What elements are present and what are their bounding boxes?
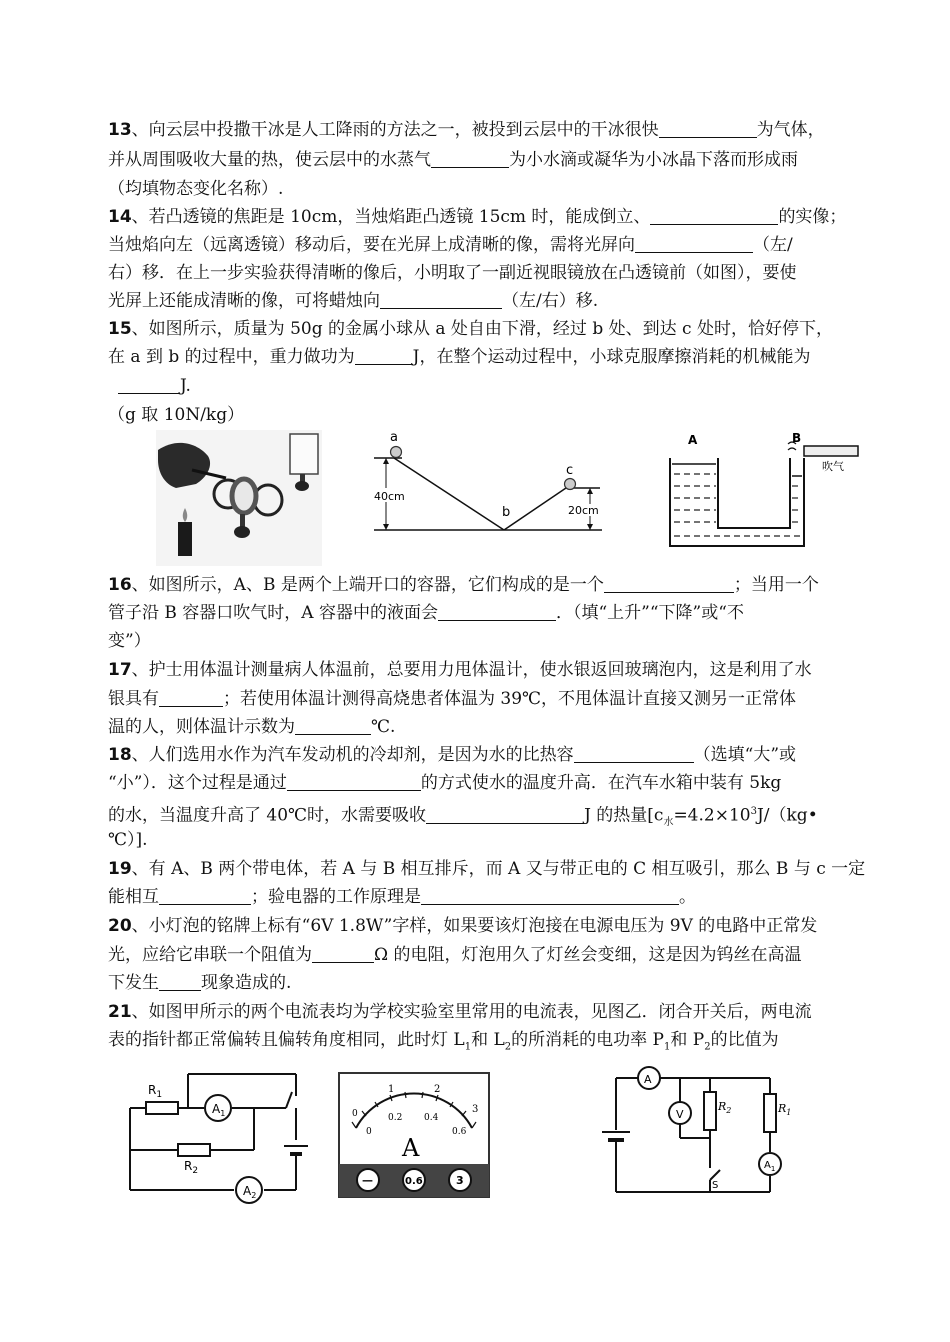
q20-blank-1[interactable] [312,944,374,963]
q16-line-3: 变”） [108,631,151,651]
svg-text:—: — [362,1174,373,1187]
svg-text:0.6: 0.6 [452,1127,467,1137]
svg-text:R2: $R_2$ [184,1159,199,1176]
q20-number: 20 [108,916,132,936]
ball-c [565,479,576,490]
q20-line-3: 下发生 现象造成的. [108,973,292,993]
q15-line-4: （g 取 10N/kg） [108,405,245,425]
svg-text:A1: $A_1$ [764,1160,776,1173]
q18-blank-1[interactable] [574,744,694,763]
svg-text:0.6: 0.6 [405,1176,423,1187]
ball-a [391,447,402,458]
svg-text:0.2: 0.2 [388,1113,403,1123]
q16-line-2: 管子沿 B 容器口吹气时，A 容器中的液面会 ．（填“上升”“下降”或“不 [108,603,744,623]
q18-line-3: 的水，当温度升高了 40℃时，水需要吸收 J 的热量[$c_水=4.2\times 10^3J/(kg•$ [108,805,818,829]
resistor-r1 [764,1094,776,1132]
q19-blank-1[interactable] [159,886,251,905]
q19-blank-2[interactable] [421,886,679,905]
svg-text:A1: $A_1$ [212,1102,226,1118]
slope-left [394,458,504,530]
resistor-r2 [704,1092,716,1130]
svg-text:R1: $R_1$ [148,1083,163,1100]
q14-blank-3[interactable] [380,290,502,309]
slope-right [504,488,566,530]
q15-number: 15 [108,319,132,339]
q20-line-2: 光，应给它串联一个阻值为 Ω 的电阻，灯泡用久了灯丝会变细，这是因为钨丝在高温 [108,945,802,965]
container-a-label: A [688,433,698,447]
q17-number: 17 [108,660,132,680]
q20-line-1: 20、小灯泡的铭牌上标有“6V 1.8W”字样，如果要该灯泡接在电源电压为 9V 的电路中正常发 [108,916,818,936]
q21-line-1: 21、如图甲所示的两个电流表均为学校实验室里常用的电流表，见图乙．闭合开关后，两电流 [108,1002,812,1022]
ammeter-dial-yi [338,1072,490,1198]
svg-text:0: 0 [366,1127,372,1137]
q15-blank-1[interactable] [355,346,413,365]
blow-label: 吹气 [822,460,844,473]
q17-line-1: 17、护士用体温计测量病人体温前，总要用力甩体温计，使水银返回玻璃泡内，这是利用了水 [108,660,812,680]
q17-line-3: 温的人，则体温计示数为 ℃. [108,717,396,737]
svg-text:R2: $R_2$ [718,1100,732,1115]
candle [178,522,192,556]
circuit-diagram-2 [594,1064,794,1204]
slope-figure [372,430,608,536]
q18-line-4: ℃）]. [108,830,148,850]
convex-lens [232,479,256,513]
lens-experiment-photo [156,430,322,566]
q16-blank-2[interactable] [438,602,556,621]
q15-line-3: J. [118,372,191,400]
svg-text:A2: $A_2$ [243,1184,257,1200]
q14-line-3: 右）移．在上一步实验获得清晰的像后，小明取了一副近视眼镜放在凸透镜前（如图），要使 [108,263,797,283]
q17-line-2: 银具有 ；若使用体温计测得高烧患者体温为 39℃，不甩体温计直接又测另一正常体 [108,689,797,709]
q21-line-2: 表的指针都正常偏转且偏转角度相同，此时灯 $L_1$和 $L_2$的所消耗的电功率 $P_1$和 $P_2$的比值为 [108,1030,779,1053]
svg-text:3: 3 [456,1174,464,1187]
label-c: c [566,463,574,478]
q18-line-1: 18、人们选用水作为汽车发动机的冷却剂，是因为水的比热容 （选填“大”或 [108,745,797,765]
q14-blank-1[interactable] [650,206,778,225]
q13-line-3: （均填物态变化名称）. [108,179,284,199]
container-b-label: B [792,431,802,445]
connected-vessel-figure [664,430,864,552]
q14-line-2: 当烛焰向左（远离透镜）移动后，要在光屏上成清晰的像，需将光屏向 （左/ [108,235,793,255]
q13-line-2: 并从周围吸收大量的热，使云层中的水蒸气 为小水滴或凝华为小冰晶下落而形成雨 [108,150,798,170]
q13-line-1: 13、向云层中投撒干冰是人工降雨的方法之一，被投到云层中的干冰很快 为气体， [108,120,825,140]
q15-line-2: 在 a 到 b 的过程中，重力做功为 J，在整个运动过程中，小球克服摩擦消耗的机械能为 [108,347,811,367]
q15-line-1: 15、如图所示，质量为 50g 的金属小球从 a 处自由下滑，经过 b 处、到达 c 处时，恰好停下， [108,319,833,339]
q21-number: 21 [108,1002,132,1022]
light-screen [290,434,318,474]
q15-blank-2[interactable] [118,375,180,394]
q16-blank-1[interactable] [604,574,734,593]
q14-line-4: 光屏上还能成清晰的像，可将蜡烛向 （左/右）移. [108,291,599,311]
svg-text:A: A [644,1073,652,1086]
q19-number: 19 [108,859,132,879]
q20-blank-2[interactable] [159,972,201,991]
q17-blank-2[interactable] [295,716,371,735]
svg-text:S: S [712,1180,719,1191]
q13-blank-1[interactable] [659,119,757,138]
q16-number: 16 [108,575,132,595]
svg-text:2: 2 [434,1084,441,1095]
circuit-diagram-jia [120,1066,316,1206]
q18-line-2: “小”）．这个过程是通过 的方式使水的温度升高．在汽车水箱中装有 5kg [108,773,782,793]
q14-blank-2[interactable] [635,234,753,253]
q18-number: 18 [108,745,132,765]
q14-number: 14 [108,207,132,227]
svg-text:0.4: 0.4 [424,1113,439,1123]
blow-tube [804,446,858,456]
q19-line-2: 能相互 ；验电器的工作原理是 。 [108,887,696,907]
resistor-r1 [146,1102,178,1114]
svg-text:0: 0 [352,1109,358,1119]
resistor-r2 [178,1144,210,1156]
label-a: a [390,430,398,445]
q18-blank-3[interactable] [426,805,584,824]
q13-blank-2[interactable] [431,149,509,168]
q16-line-1: 16、如图所示，A、B 是两个上端开口的容器，它们构成的是一个 ；当用一个 [108,575,819,595]
svg-text:1: 1 [388,1084,395,1095]
label-b: b [502,505,511,520]
q13-number: 13 [108,120,132,140]
svg-text:R1: $R_1$ [778,1102,792,1117]
svg-text:3: 3 [472,1104,479,1115]
q14-line-1: 14、若凸透镜的焦距是 10cm，当烛焰距凸透镜 15cm 时，能成倒立、 的实像； [108,207,847,227]
height-20cm: 20cm [568,504,599,517]
height-40cm: 40cm [374,490,405,503]
svg-text:V: V [676,1108,684,1121]
unit-label: A [402,1134,420,1162]
q18-blank-2[interactable] [287,772,421,791]
q17-blank-1[interactable] [159,688,223,707]
q19-line-1: 19、有 A、B 两个带电体，若 A 与 B 相互排斥，而 A 又与带正电的 C 相互吸引，那么 B 与 c 一定 [108,859,866,879]
